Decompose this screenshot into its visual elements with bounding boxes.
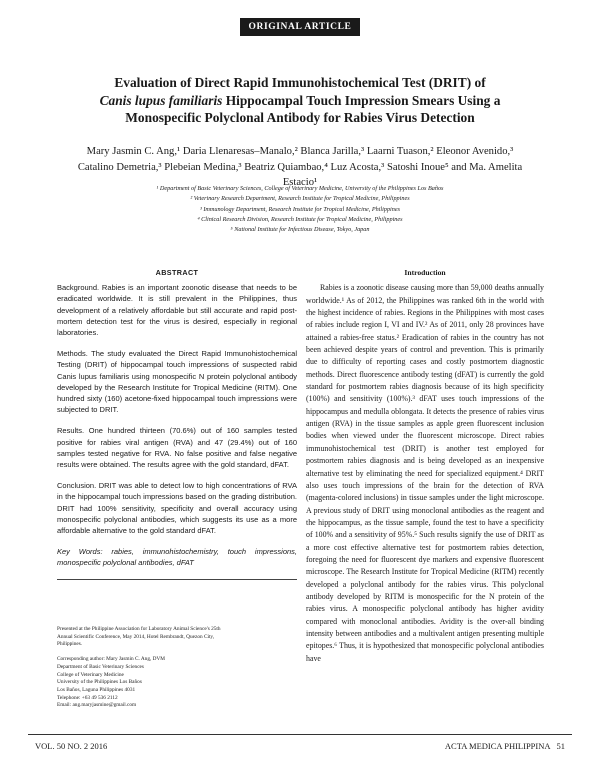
article-title — [60, 74, 540, 127]
affiliations — [60, 184, 540, 235]
footer-volume: VOL. 50 NO. 2 2016 — [35, 741, 108, 751]
title-line-1: Evaluation of Direct Rapid Immunohistochemical Test (DRIT) of — [114, 75, 486, 90]
abstract-conclusion: Conclusion. DRIT was able to detect low to high concentrations of RVA in the hippocampal touch impressions based on the grading distribution. DRIT had 100% sensitivity, specificity and overall accuracy using monospecific polyclonal antibodies, which suggests its use as a more affordable alternative to the gold standard dFAT. — [57, 481, 297, 536]
presented-note-2: Annual Scientific Conference, May 2014, Hotel Rembrandt, Quezon City, — [57, 633, 215, 640]
introduction-column — [306, 267, 544, 665]
affiliation-4: ⁴ Clinical Research Division, Research Institute for Tropical Medicine, Philippines — [197, 215, 403, 223]
affiliation-2: ² Veterinary Research Department, Research Institute for Tropical Medicine, Philippines — [190, 195, 410, 203]
page-number: 51 — [556, 741, 565, 751]
footnotes — [57, 626, 297, 710]
affiliation-1: ¹ Department of Basic Veterinary Sciences, College of Veterinary Medicine, University of the Philippines Los Baños — [156, 185, 444, 192]
correspondence-4: University of the Philippines Los Baños — [57, 679, 142, 686]
correspondence-5: Los Baños, Laguna Philippines 4031 — [57, 686, 136, 693]
title-species: Canis lupus familiaris — [99, 92, 223, 108]
abstract-column — [57, 267, 297, 580]
title-line-2 — [60, 92, 540, 110]
introduction-heading: Introduction — [404, 268, 446, 277]
correspondence-2: Department of Basic Veterinary Sciences — [57, 663, 144, 670]
abstract-methods: Methods. The study evaluated the Direct Rapid Immunohistochemical Testing (DRIT) of hippocampal touch impressions of suspected rabid Canis lupus familiaris using monospecific N protein polyclonal antibody developed by the Research Institute for Tropical Medicine (RITM). One hundred sixty (160) acetone-fixed hippocampal touch impressions were subjected to DRIT. — [57, 349, 297, 415]
affiliation-5: ⁵ National Institute for Infectious Disease, Tokyo, Japan — [230, 226, 370, 234]
footer-journal-page — [439, 741, 565, 751]
presented-note-3: Philippines. — [57, 641, 83, 648]
abstract-keywords: Key Words: rabies, immunohistochemistry, touch impressions, monospecific polyclonal antibodies, dFAT — [57, 547, 297, 568]
abstract-heading: ABSTRACT — [155, 268, 199, 277]
abstract-background: Background. Rabies is an important zoonotic disease that needs to be eradicated worldwide. It is still prevalent in the Philippines, thus development of a relatively affordable but still accurate and rapid post-mortem detection test for the virus is desired, especially in regional laboratories. — [57, 283, 297, 338]
article-type-badge: ORIGINAL ARTICLE — [240, 18, 360, 36]
footer-journal: ACTA MEDICA PHILIPPINA — [444, 741, 551, 751]
title-line-2-rest: Hippocampal Touch Impression Smears Using a — [222, 92, 501, 108]
abstract-divider — [57, 579, 297, 580]
presented-note-1: Presented at the Philippine Association for Laboratory Animal Science's 25th — [57, 626, 221, 632]
footer-divider — [28, 734, 572, 735]
correspondence-email: Email: ang.maryjasmine@gmail.com — [57, 702, 137, 709]
affiliation-3: ³ Immunology Department, Research Institute for Tropical Medicine, Philippines — [199, 205, 401, 213]
correspondence-phone: Telephone: +63 49 536 2112 — [57, 694, 118, 701]
authors-line-1: Mary Jasmin C. Ang,¹ Daria Llenaresas–Manalo,² Blanca Jarilla,³ Laarni Tuason,² Eleonor Avenido,³ — [86, 146, 514, 157]
title-line-3: Monospecific Polyclonal Antibody for Rabies Virus Detection — [125, 110, 475, 125]
correspondence-3: College of Veterinary Medicine — [57, 671, 124, 678]
correspondence-1: Corresponding author: Mary Jasmin C. Ang, DVM — [57, 656, 165, 663]
abstract-results: Results. One hundred thirteen (70.6%) out of 160 samples tested positive for rabies viral antigen (RVA) and 47 (29.4%) out of 160 samples tested negative for RVA. No false positive and false negative results were obtained. The results agree with the gold standard, dFAT. — [57, 426, 297, 470]
introduction-text: Rabies is a zoonotic disease causing more than 59,000 deaths annually worldwide.¹ As of 2012, the Philippines was ranked 6th in the world with the highest incidence of rabies. Regions in the Philippines with most cases of rabies include region I, VI and IV.² As of 2011, only 28 provinces have attained a rabies-free status.² Eradication of rabies in the country has not been achieved despite years of control and prevention. This is primarily due to difficulty of reporting cases and costly postmortem diagnostic methods. Direct fluorescence antibody testing (dFAT) is currently the gold standard for postmortem rabies diagnosis because of its high specificity (100%) and sensitivity (100%).³ dFAT uses touch impressions of the hippocampus and medulla oblongata. It detects the presence of rabies virus antigen (RVA) in the tissue samples as apple green fluorescent inclusion bodies when viewed under the fluorescent microscope. Direct rabies immunohistochemical test (DRIT) is another test employed for postmortem rabies diagnosis and is being developed as an inexpensive alternative test by eliminating the need for specialized equipment.⁴ DRIT also uses touch impressions of the brain for the detection of RVA (magenta-colored inclusions) in tissue samples under the light microscope. A previous study of DRIT using monoclonal antibodies as the reagent and the hippocampus, as the tissue sample, found the test to have a specificity of 100% and a sensitivity of 95%.⁵ Such results signify the use of DRIT as a more cost effective alternative test for postmortem rabies detection, foregoing the need for fluorescent dye markers and expensive fluorescent microscope. The Research Institute for Tropical Medicine (RITM) recently developed a polyclonal antibody for the rabies virus. This polyclonal antibody developed by RITM is monospecific for the N protein of the rabies virus. A monospecific polyclonal antibody has higher avidity compared with monoclonal antibodies. Avidity is the over-all binding intensity between antibodies and a multivalent antigen presenting multiple epitopes.⁶ Thus, it is hypothesized that monospecific polyclonal antibodies have — [306, 283, 544, 663]
authors-line-2: Catalino Demetria,³ Plebeian Medina,³ Beatriz Quiambao,⁴ Luz Acosta,³ Satoshi Inoue⁵ and Ma. Amelita Estacio¹ — [77, 161, 523, 188]
